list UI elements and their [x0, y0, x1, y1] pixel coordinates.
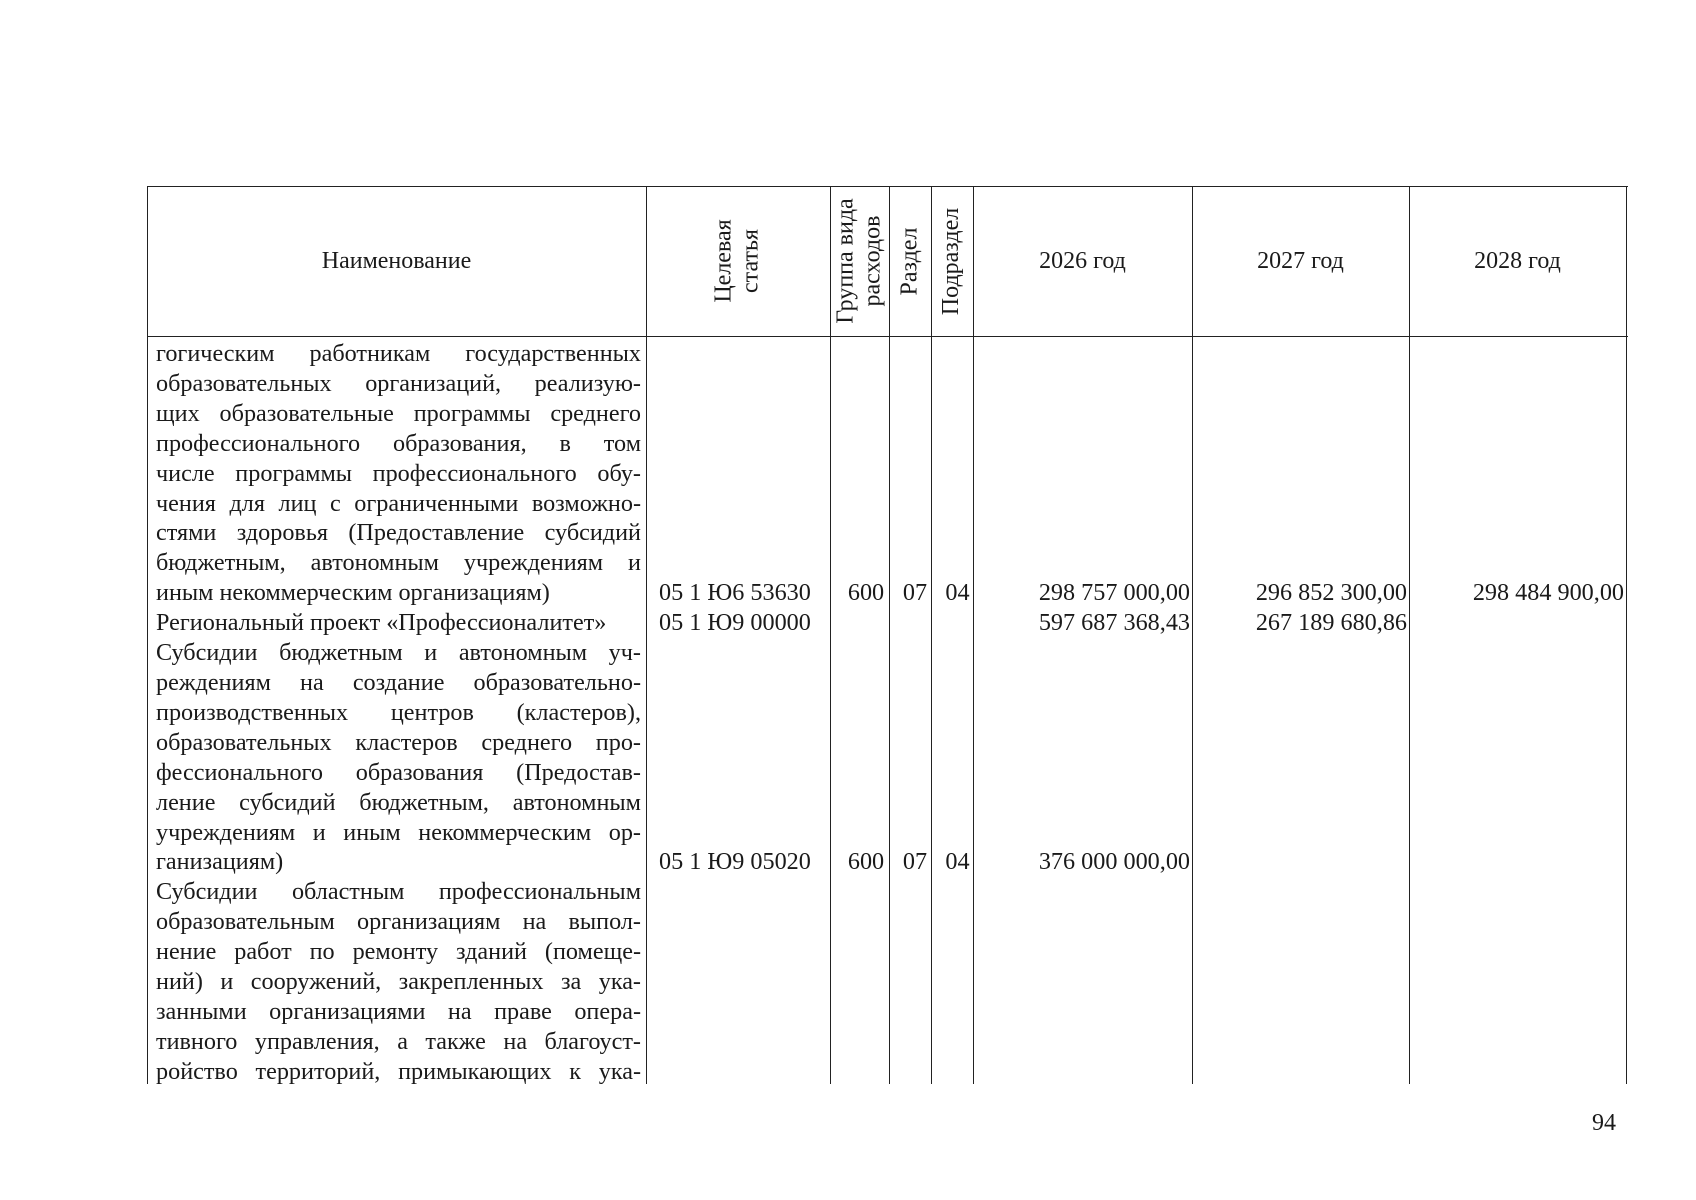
row-expense-group: 600: [847, 848, 885, 875]
header-bottom-border: [147, 336, 1628, 337]
row-target-article: 05 1 Ю9 05020: [659, 848, 811, 875]
name-line: образовательных организаций, реализую-: [156, 369, 641, 397]
row-subsection: 04: [945, 579, 970, 606]
name-line: стями здоровья (Предоставление субсидий: [156, 519, 641, 547]
name-line: фессионального образования (Предостав-: [156, 758, 641, 786]
name-line: иным некоммерческим организациям): [156, 579, 550, 607]
name-column-text: [156, 339, 641, 1087]
table-right-border: [1626, 186, 1627, 1084]
name-line: Субсидии бюджетным и автономным уч-: [156, 639, 641, 667]
name-line: тивного управления, а также на благоуст-: [156, 1027, 641, 1055]
name-line: занными организациями на праве опера-: [156, 997, 641, 1025]
row-section: 07: [902, 848, 928, 875]
name-line: учреждениям и иным некоммерческим ор-: [156, 818, 641, 846]
name-line: профессионального образования, в том: [156, 429, 641, 457]
header-target-article: Целевая статья: [710, 219, 764, 303]
header-subsection: Подраздел: [938, 207, 965, 315]
header-section: Раздел: [896, 227, 923, 295]
name-line: производственных центров (кластеров),: [156, 698, 641, 726]
row-expense-group: 600: [847, 579, 885, 606]
header-year-2027: 2027 год: [1257, 247, 1344, 274]
name-line: ний) и сооружений, закрепленных за ука-: [156, 968, 641, 996]
name-line: нение работ по ремонту зданий (помеще-: [156, 938, 641, 966]
header-year-2026: 2026 год: [1039, 247, 1126, 274]
name-line: ройство территорий, примыкающих к ука-: [156, 1057, 641, 1085]
budget-table: [147, 186, 1628, 1084]
name-line: числе программы профессионального обу-: [156, 459, 641, 487]
row-target-article: 05 1 Ю9 00000: [659, 609, 811, 636]
name-line: ление субсидий бюджетным, автономным: [156, 788, 641, 816]
header-year-2028: 2028 год: [1474, 247, 1561, 274]
name-line: реждениям на создание образовательно-: [156, 668, 641, 696]
name-line: чения для лиц с ограниченными возможно-: [156, 489, 641, 517]
name-line: бюджетным, автономным учреждениям и: [156, 549, 641, 577]
name-line: Субсидии областным профессиональным: [156, 878, 641, 906]
row-amount-2026: 597 687 368,43: [1038, 609, 1190, 636]
row-amount-2026: 376 000 000,00: [1038, 848, 1190, 875]
name-line: гогическим работникам государственных: [156, 340, 641, 367]
row-subsection: 04: [945, 848, 970, 875]
row-target-article: 05 1 Ю6 53630: [659, 579, 811, 606]
row-amount-2027: 296 852 300,00: [1255, 579, 1407, 606]
page-number: 94: [1592, 1110, 1616, 1136]
name-line: Региональный проект «Профессионалитет»: [156, 609, 607, 637]
row-amount-2026: 298 757 000,00: [1038, 579, 1190, 606]
row-section: 07: [902, 579, 928, 606]
header-expense-group: Группа вида расходов: [832, 198, 886, 324]
name-line: образовательным организациям на выпол-: [156, 908, 641, 936]
row-amount-2028: 298 484 900,00: [1472, 579, 1624, 606]
row-amount-2027: 267 189 680,86: [1255, 609, 1407, 636]
name-line: щих образовательные программы среднего: [156, 399, 641, 427]
name-line: образовательных кластеров среднего про-: [156, 728, 641, 756]
header-name: Наименование: [321, 247, 472, 274]
name-line: ганизациям): [156, 848, 284, 876]
